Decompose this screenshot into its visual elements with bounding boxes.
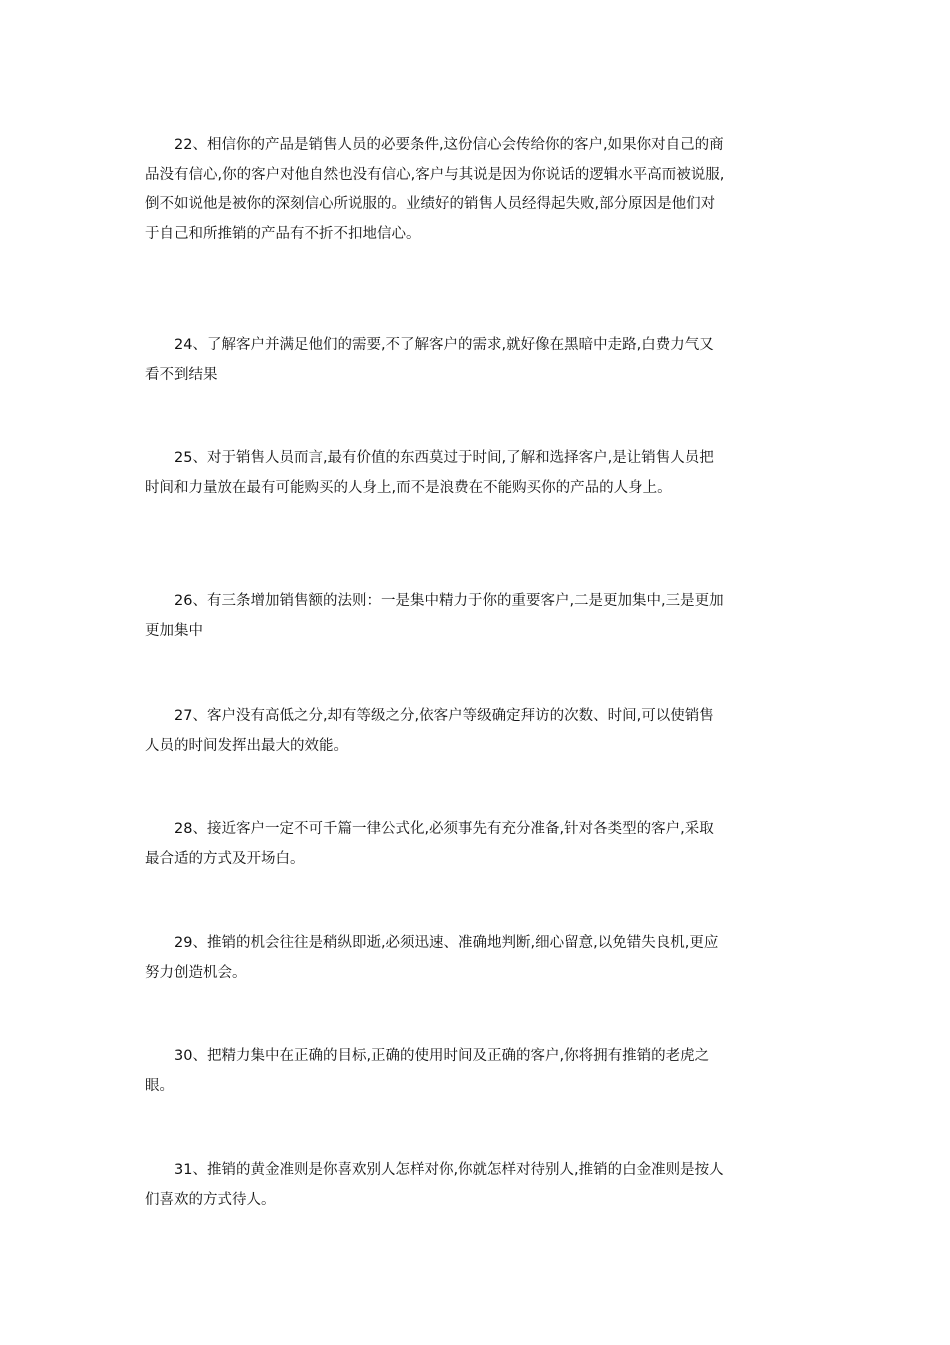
paragraph-22: 22、相信你的产品是销售人员的必要条件,这份信心会传给你的客户,如果你对自己的商品没有信心,你的客户对他自然也没有信心,客户与其说是因为你说话的逻辑水平高而被说服,倒不如说他是被你的深刻信心所说服的。业绩好的销售人员经得起失败,部分原因是他们对于自己和所推销的产品有不折不扣地信心。	[145, 137, 725, 242]
paragraph-24: 24、了解客户并满足他们的需要,不了解客户的需求,就好像在黑暗中走路,白费力气又看不到结果	[145, 337, 714, 383]
paragraph-30: 30、把精力集中在正确的目标,正确的使用时间及正确的客户,你将拥有推销的老虎之眼。	[145, 1048, 710, 1094]
paragraph-25: 25、对于销售人员而言,最有价值的东西莫过于时间,了解和选择客户,是让销售人员把时间和力量放在最有可能购买的人身上,而不是浪费在不能购买你的产品的人身上。	[145, 450, 714, 496]
paragraph-31: 31、推销的黄金准则是你喜欢别人怎样对你,你就怎样对待别人,推销的白金准则是按人们喜欢的方式待人。	[145, 1162, 724, 1208]
paragraph-26: 26、有三条增加销售额的法则：一是集中精力于你的重要客户,二是更加集中,三是更加更加集中	[145, 593, 724, 639]
paragraph-28: 28、接近客户一定不可千篇一律公式化,必须事先有充分准备,针对各类型的客户,采取最合适的方式及开场白。	[145, 821, 714, 867]
paragraph-29: 29、推销的机会往往是稍纵即逝,必须迅速、准确地判断,细心留意,以免错失良机,更应努力创造机会。	[145, 935, 719, 981]
paragraph-27: 27、客户没有高低之分,却有等级之分,依客户等级确定拜访的次数、时间,可以使销售人员的时间发挥出最大的效能。	[145, 708, 714, 754]
